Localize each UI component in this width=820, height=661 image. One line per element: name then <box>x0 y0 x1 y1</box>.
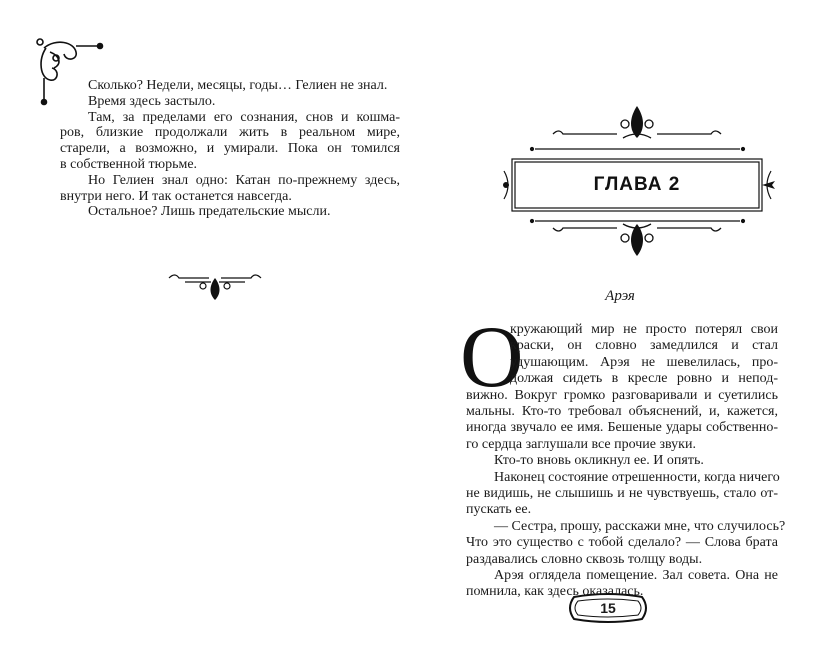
text-line: Что это существо с тобой сделало? — Слова брата <box>466 535 778 551</box>
text-line: помнила, как здесь оказалась. <box>466 584 644 600</box>
text-line: Сколько? Недели, месяцы, годы… Гелиен не знал. <box>88 78 388 93</box>
text-line: Время здесь застыло. <box>88 93 216 109</box>
text-line: должая сидеть в кресле ровно и непод- <box>510 371 778 387</box>
text-line: кружающий мир не просто потерял свои <box>510 322 778 337</box>
text-line: удушающим. Арэя не шевелилась, про- <box>510 354 778 370</box>
text-line: раздавались словно сквозь толщу воды. <box>466 551 703 567</box>
chapter-bottom-ornament-icon <box>547 220 727 260</box>
text-line: Остальное? Лишь предательские мысли. <box>88 204 331 220</box>
text-line: иногда звучало ее имя. Бешеные удары собственно- <box>466 420 778 436</box>
page-number: 15 <box>600 600 616 616</box>
text-line: не видишь, не слышишь и не чувствуешь, стало от- <box>466 486 778 501</box>
text-line: мальны. Кто-то требовал объяснений, и, кажется, <box>466 404 778 419</box>
text-line: Арэя оглядела помещение. Зал совета. Она не <box>494 568 778 583</box>
text-line: — Сестра, прошу, расскажи мне, что случилось? <box>494 518 786 534</box>
text-line: старели, а возможно, и умирали. Пока он томился <box>60 141 400 157</box>
text-line: вижно. Вокруг громко разговаривали и суетились <box>466 387 778 403</box>
text-line: ров, близкие продолжали жить в реальном мире, <box>60 125 400 141</box>
drop-cap: О <box>460 309 524 406</box>
chapter-title: ГЛАВА 2 <box>593 174 681 195</box>
text-line: Но Гелиен знал одно: Катан по-прежнему здесь, <box>88 172 400 188</box>
chapter-top-ornament-icon <box>547 104 727 144</box>
text-line: Наконец состояние отрешенности, когда ничего <box>494 469 780 485</box>
text-line: в собственной тюрьме. <box>60 157 198 172</box>
text-line: Там, за пределами его сознания, снов и кошма- <box>88 109 400 125</box>
chapter-subtitle: Арэя <box>605 288 635 304</box>
text-line: го сердца заглушали все прочие звуки. <box>466 436 696 452</box>
text-line: краски, он словно замедлился и стал <box>510 338 778 354</box>
text-line: внутри него. И так останется навсегда. <box>60 188 292 204</box>
text-line: Кто-то вновь окликнул ее. И опять. <box>494 453 704 469</box>
section-end-ornament-icon <box>165 272 265 302</box>
text-line: пускать ее. <box>466 502 532 518</box>
